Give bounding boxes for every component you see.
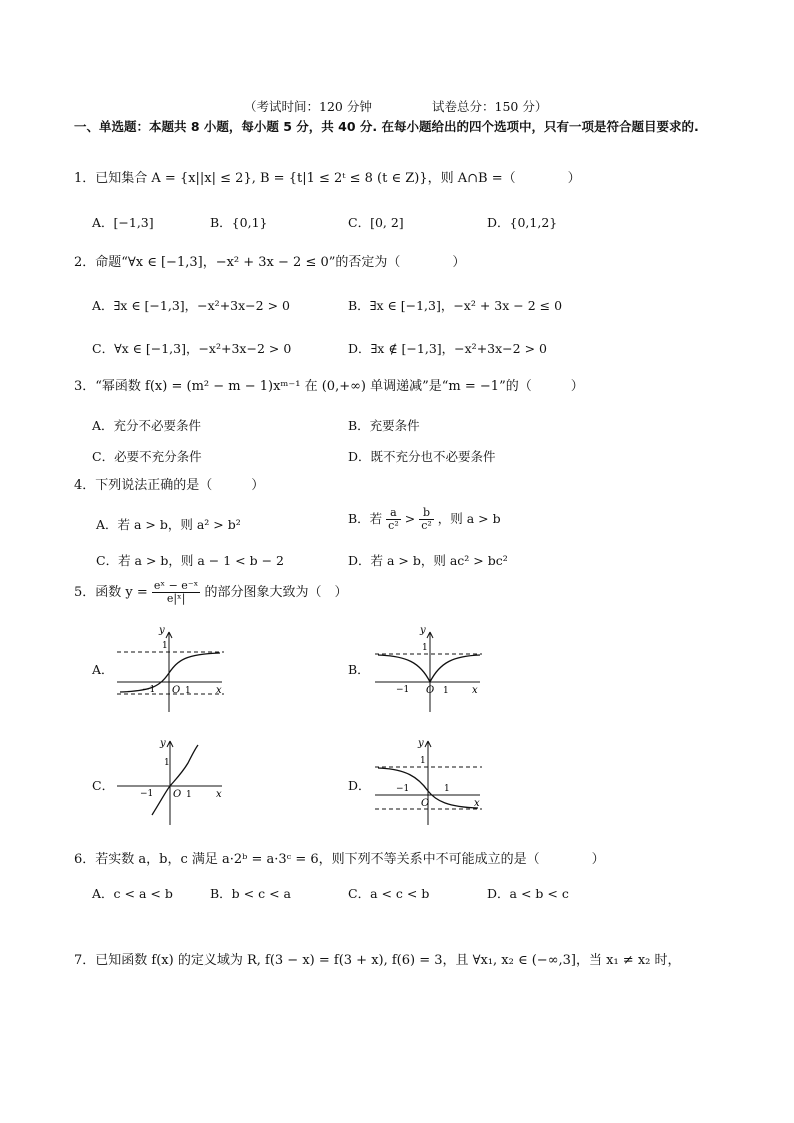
svg-text:−1: −1 (396, 784, 410, 794)
q6-option-a: A．c < a < b (92, 886, 173, 901)
q4-option-b-frac-a: $\frac{a}{\text{c²}}$ (388, 506, 399, 532)
svg-text:1: 1 (164, 758, 170, 768)
svg-text:O: O (173, 789, 182, 800)
q5-graph-a (112, 624, 232, 716)
q4-option-b-prefix: B．若 (348, 511, 383, 526)
q5-option-d: D． (348, 778, 371, 793)
svg-text:O: O (426, 685, 435, 696)
q5-graph-d (370, 737, 490, 829)
q4-option-a: A．若 a > b，则 a² > b² (96, 517, 241, 532)
q4-option-b-tail: ，则 a > b (437, 511, 501, 526)
exam-time: （考试时间：120 分钟 (244, 99, 372, 114)
question-1-stem: 1．已知集合 A = {x||x| ≤ 2}, B = {t|1 ≤ 2ᵗ ≤ 8 (t ∈ Z)}，则 A∩B =（ ） (74, 171, 581, 186)
q6-option-b: B．b < c < a (210, 886, 291, 901)
question-6-stem: 6．若实数 a，b，c 满足 a·2ᵇ = a·3ᶜ = 6，则下列不等关系中不可能成立的是（ ） (74, 852, 605, 867)
q3-option-b: B．充要条件 (348, 418, 420, 433)
svg-text:y: y (159, 625, 165, 636)
svg-text:−1: −1 (140, 789, 154, 799)
question-7-stem: 7．已知函数 f(x) 的定义域为 R, f(3 − x) = f(3 + x), f(6) = 3，且 ∀x₁, x₂ ∈ (−∞,3]，当 x₁ ≠ x₂ 时， (74, 953, 681, 968)
svg-text:y: y (160, 738, 166, 749)
q5-fraction: $\frac{\text{eˣ − e⁻ˣ}}{\text{e|ˣ|}}$ (153, 579, 199, 605)
svg-text:1: 1 (186, 790, 192, 800)
q2-option-d: D．∃x ∉ [−1,3]，−x²+3x−2 > 0 (348, 341, 547, 356)
q5-graph-c (112, 737, 232, 829)
exam-score: 试卷总分：150 分） (432, 99, 548, 114)
svg-text:−1: −1 (142, 685, 156, 695)
svg-text:1: 1 (185, 686, 191, 696)
q3-option-d: D．既不充分也不必要条件 (348, 449, 496, 464)
question-3-stem: 3．“幂函数 f(x) = (m² − m − 1)xᵐ⁻¹ 在 (0,+∞) 单调递减”是“m = −1”的（ ） (74, 379, 584, 394)
svg-text:−1: −1 (396, 685, 410, 695)
q1-option-b: B．{0,1} (210, 215, 268, 230)
q4-option-c: C．若 a > b，则 a − 1 < b − 2 (96, 553, 285, 568)
q2-option-c: C．∀x ∈ [−1,3]，−x²+3x−2 > 0 (92, 341, 292, 356)
q6-option-d: D．a < b < c (487, 886, 569, 901)
q1-option-c: C．[0, 2] (348, 215, 404, 230)
svg-text:O: O (172, 685, 181, 696)
section-title: 一、单选题：本题共 8 小题，每小题 5 分，共 40 分. 在每小题给出的四个选项中，只有一项是符合题目要求的. (74, 119, 699, 134)
question-4-stem: 4．下列说法正确的是（ ） (74, 478, 265, 493)
q4-option-b-frac-b: $\frac{b}{\text{c²}}$ (421, 506, 432, 532)
svg-text:1: 1 (422, 643, 428, 653)
question-5-stem: 5．函数 y = $\frac{\text{eˣ − e⁻ˣ}}{\text{e|ˣ|}}$ 的部分图象大致为（ ） (74, 579, 348, 605)
svg-text:O: O (421, 798, 430, 809)
q1-option-d: D．{0,1,2} (487, 215, 558, 230)
svg-text:x: x (216, 789, 222, 800)
q4-option-d: D．若 a > b，则 ac² > bc² (348, 553, 508, 568)
q4-option-b: B．若 $\frac{a}{\text{c²}}$ > $\frac{b}{\text{c²}}$ ，则 a > b (348, 506, 501, 532)
q5-graph-b (370, 624, 490, 716)
svg-text:1: 1 (162, 641, 168, 651)
svg-text:y: y (420, 625, 426, 636)
svg-text:1: 1 (444, 784, 450, 794)
q2-option-a: A．∃x ∈ [−1,3]，−x²+3x−2 > 0 (92, 298, 290, 313)
q3-option-a: A．充分不必要条件 (92, 418, 202, 433)
q2-option-b: B．∃x ∈ [−1,3]，−x² + 3x − 2 ≤ 0 (348, 298, 563, 313)
q5-option-c: C． (92, 778, 115, 793)
svg-text:y: y (418, 738, 424, 749)
q1-option-a: A．[−1,3] (92, 215, 154, 230)
q5-option-b: B． (348, 662, 370, 677)
svg-text:1: 1 (443, 686, 449, 696)
q3-option-c: C．必要不充分条件 (92, 449, 202, 464)
svg-text:x: x (216, 685, 222, 696)
q5-option-a: A． (92, 662, 114, 677)
svg-text:x: x (472, 685, 478, 696)
svg-text:x: x (474, 798, 480, 809)
svg-text:1: 1 (420, 756, 426, 766)
question-2-stem: 2．命题“∀x ∈ [−1,3]，−x² + 3x − 2 ≤ 0”的否定为（ ） (74, 255, 466, 270)
q6-option-c: C．a < c < b (348, 886, 430, 901)
